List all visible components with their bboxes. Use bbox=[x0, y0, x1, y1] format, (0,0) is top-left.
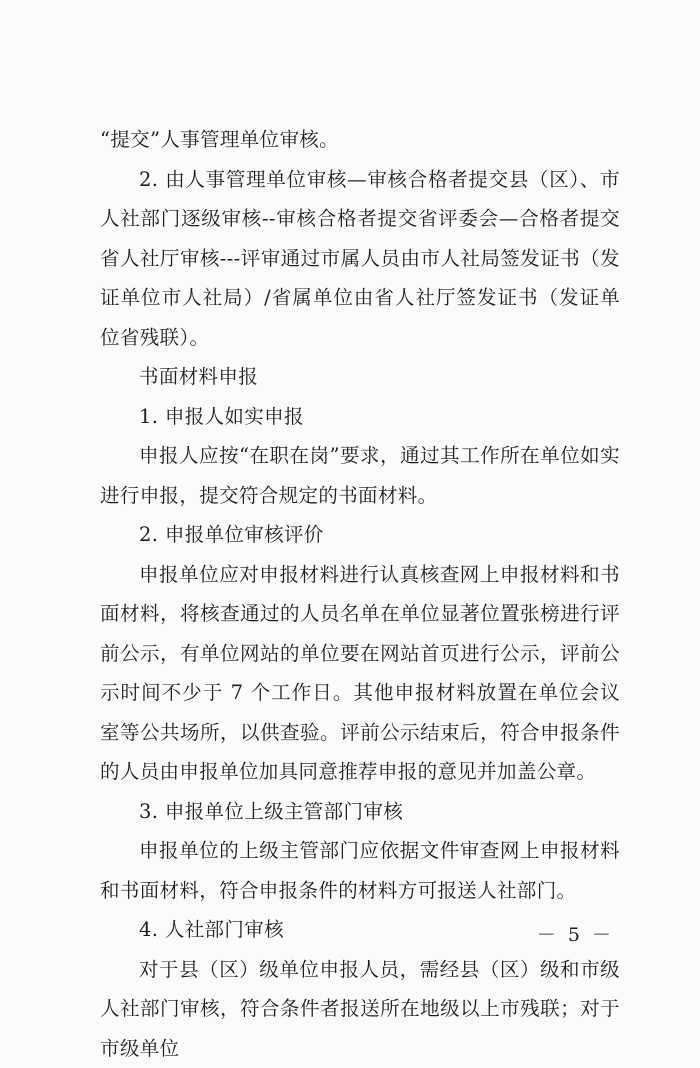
paragraph: 申报人应按“在职在岗”要求，通过其工作所在单位如实进行申报，提交符合规定的书面材料。 bbox=[100, 436, 620, 515]
paragraph: 2. 由人事管理单位审核—审核合格者提交县（区）、市人社部门逐级审核--审核合格者提交省评委会—合格者提交省人社厅审核---评审通过市属人员由市人社局签发证书（发证单位市人社局）/省属单位由省人社厅签发证书（发证单位省残联）。 bbox=[100, 160, 620, 358]
subheading: 1. 申报人如实申报 bbox=[100, 397, 620, 437]
section-heading: 书面材料申报 bbox=[100, 357, 620, 397]
paragraph: 申报单位的上级主管部门应依据文件审查网上申报材料和书面材料，符合申报条件的材料方可报送人社部门。 bbox=[100, 831, 620, 910]
subheading: 2. 申报单位审核评价 bbox=[100, 515, 620, 555]
paragraph: “提交”人事管理单位审核。 bbox=[100, 120, 620, 160]
page-number: － 5 － bbox=[537, 920, 614, 947]
subheading: 4. 人社部门审核 bbox=[100, 910, 620, 950]
paragraph: 申报单位应对申报材料进行认真核查网上申报材料和书面材料，将核查通过的人员名单在单位显著位置张榜进行评前公示，有单位网站的单位要在网站首页进行公示，评前公示时间不少于 7 个工作日。其他申报材料放置在单位会议室等公共场所，以供查验。评前公示结束后，符合申报条件的人员由申报单位加具同意推荐申报的意见并加盖公章。 bbox=[100, 555, 620, 792]
paragraph: 对于县（区）级单位申报人员，需经县（区）级和市级人社部门审核，符合条件者报送所在地级以上市残联；对于市级单位 bbox=[100, 950, 620, 1068]
subheading: 3. 申报单位上级主管部门审核 bbox=[100, 792, 620, 832]
